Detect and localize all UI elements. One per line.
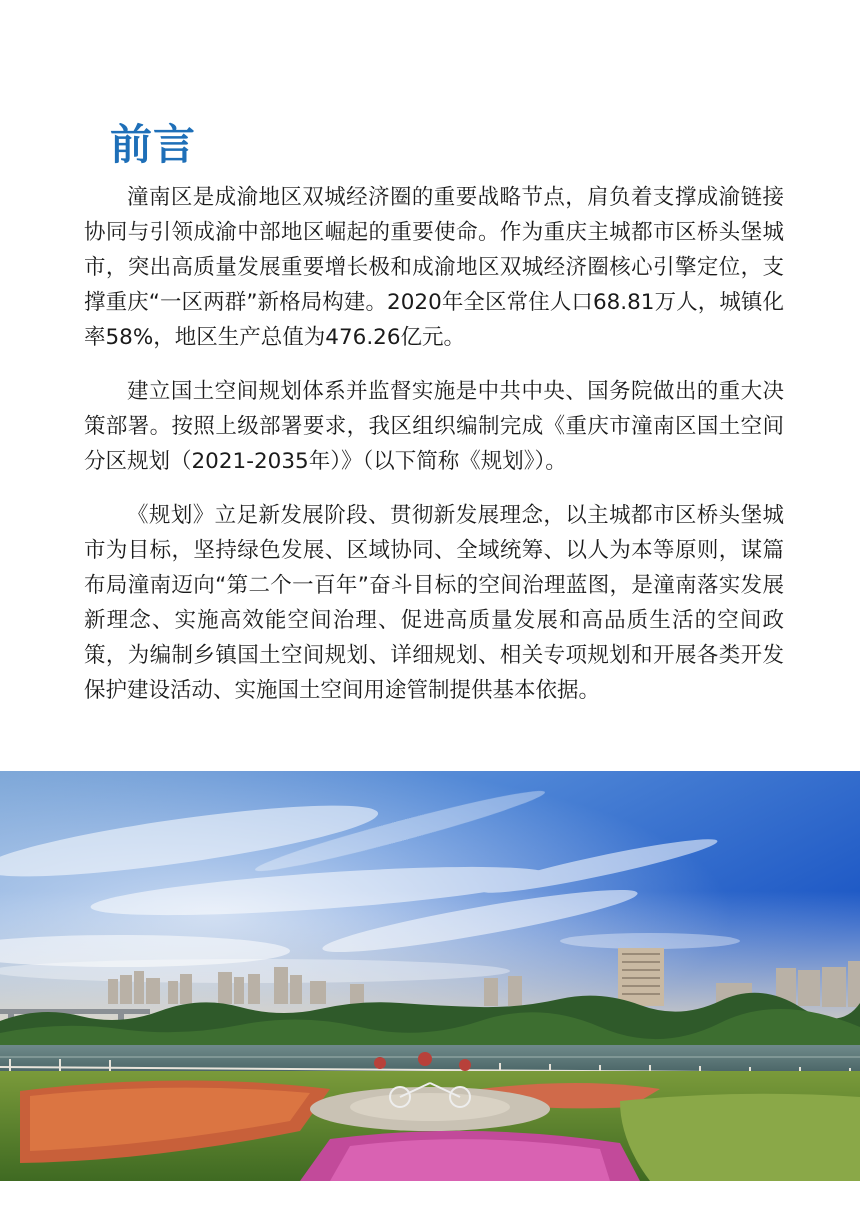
photo-illustration [0, 771, 860, 1181]
page-title: 前言 [110, 120, 197, 169]
body-text [84, 180, 784, 727]
paragraph-1: 潼南区是成渝地区双城经济圈的重要战略节点，肩负着支撑成渝链接协同与引领成渝中部地区崛起的重要使命。作为重庆主城都市区桥头堡城市，突出高质量发展重要增长极和成渝地区双城经济圈核心引擎定位，支撑重庆“一区两群”新格局构建。2020年全区常住人口68.81万人，城镇化率58%，地区生产总值为476.26亿元。 [84, 185, 784, 350]
paragraph-2: 建立国土空间规划体系并监督实施是中共中央、国务院做出的重大决策部署。按照上级部署要求，我区组织编制完成《重庆市潼南区国土空间分区规划（2021-2035年）》（以下简称《规划》）。 [84, 379, 784, 474]
paragraph-3: 《规划》立足新发展阶段、贯彻新发展理念，以主城都市区桥头堡城市为目标，坚持绿色发展、区域协同、全域统筹、以人为本等原则，谋篇布局潼南迈向“第二个一百年”奋斗目标的空间治理蓝图，是潼南落实发展新理念、实施高效能空间治理、促进高质量发展和高品质生活的空间政策，为编制乡镇国土空间规划、详细规划、相关专项规划和开展各类开发保护建设活动、实施国土空间用途管制提供基本依据。 [84, 503, 784, 703]
city-riverside-photo [0, 771, 860, 1181]
